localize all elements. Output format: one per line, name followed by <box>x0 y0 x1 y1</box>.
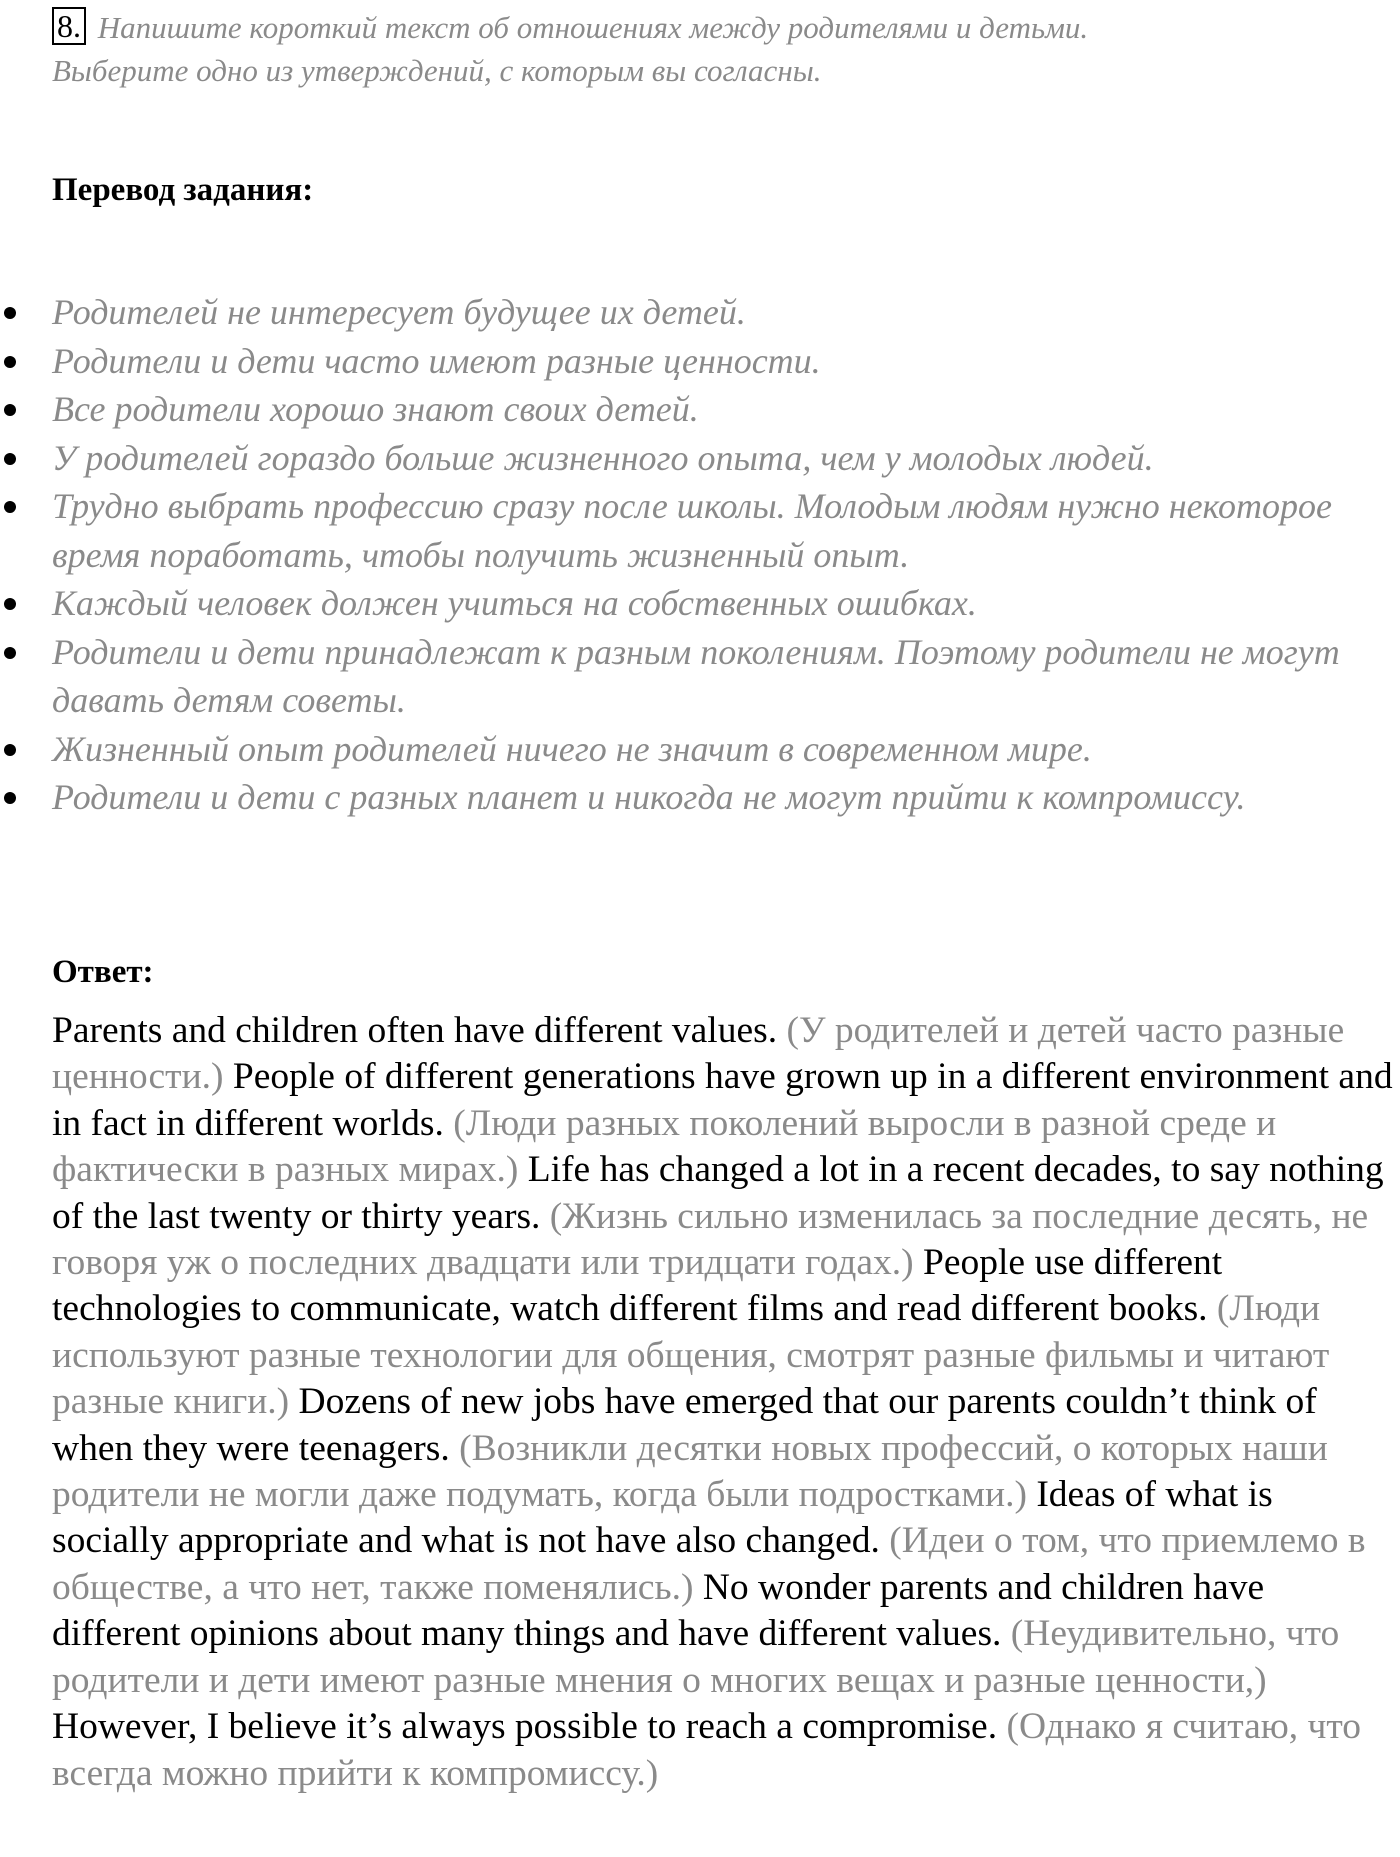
task-statement <box>52 6 1382 92</box>
bullet-icon <box>4 501 16 513</box>
answer-sentence-ru: (Возникли десятки новых профессий, о которых наши родители не могли даже подумать, когда были подростками.) <box>52 1427 1328 1516</box>
statement-text: Родители и дети принадлежат к разным поколениям. Поэтому родители не могут давать детям советы. <box>52 631 1340 720</box>
answer-sentence-en: However, I believe it’s always possible to reach a compromise. <box>52 1706 998 1748</box>
bullet-icon <box>4 598 16 610</box>
list-item <box>0 579 1400 628</box>
statement-text: Родители и дети часто имеют разные ценности. <box>52 340 821 381</box>
list-item <box>0 385 1400 434</box>
task-number: 8. <box>52 7 86 45</box>
answer-sentence-en: Life has changed a lot in a recent decades, to say nothing of the last twenty or thirty years. <box>52 1149 1384 1237</box>
translation-heading: Перевод задания: <box>52 172 314 208</box>
task-line-1: Напишите короткий текст об отношениях между родителями и детьми. <box>97 10 1089 45</box>
list-item <box>0 725 1400 774</box>
bullet-icon <box>4 453 16 465</box>
answer-sentence-ru: (Однако я считаю, что всегда можно прийти к компромиссу.) <box>52 1706 1361 1794</box>
statement-text: Родителей не интересует будущее их детей. <box>52 292 746 332</box>
statement-text: У родителей гораздо больше жизненного опыта, чем у молодых людей. <box>52 437 1154 478</box>
bullet-icon <box>4 356 16 368</box>
statement-text: Все родители хорошо знают своих детей. <box>52 389 699 429</box>
bullet-icon <box>4 792 16 804</box>
list-item <box>0 628 1400 725</box>
list-item <box>0 337 1400 386</box>
statement-text: Жизненный опыт родителей ничего не значит в современном мире. <box>52 728 1092 769</box>
task-line-2: Выберите одно из утверждений, с которым вы согласны. <box>52 53 822 88</box>
statement-text: Каждый человек должен учиться на собственных ошибках. <box>52 583 977 623</box>
statement-text: Родители и дети с разных планет и никогда не могут прийти к компромиссу. <box>52 777 1246 817</box>
answer-sentence-en: People of different generations have grown up in a different environment and in fact in different worlds. <box>52 1056 1393 1144</box>
answer-sentence-en: People use different technologies to communicate, watch different films and read different books. <box>52 1242 1223 1330</box>
bullet-icon <box>4 404 16 416</box>
bullet-icon <box>4 647 16 659</box>
answer-sentence-ru: (Люди используют разные технологии для общения, смотрят разные фильмы и читают разные книги.) <box>52 1288 1330 1423</box>
list-item <box>0 482 1400 579</box>
list-item <box>0 288 1400 337</box>
bullet-icon <box>4 307 16 319</box>
answer-heading: Ответ: <box>52 954 154 990</box>
list-item <box>0 773 1400 822</box>
bullet-icon <box>4 744 16 756</box>
statement-list <box>0 288 1400 822</box>
answer-sentence-ru: (Неудивительно, что родители и дети имеют разные мнения о многих вещах и разные ценности,) <box>52 1613 1340 1701</box>
answer-sentence-ru: (Люди разных поколений выросли в разной среде и фактически в разных мирах.) <box>52 1102 1277 1191</box>
answer-sentence-en: No wonder parents and children have different opinions about many things and have different values. <box>52 1566 1265 1655</box>
answer-sentence-en: Parents and children often have different values. <box>52 1010 778 1051</box>
answer-paragraph <box>52 1008 1397 1797</box>
answer-sentence-ru: (У родителей и детей часто разные ценности.) <box>52 1010 1345 1098</box>
answer-sentence-en: Dozens of new jobs have emerged that our parents couldn’t think of when they were teenagers. <box>52 1381 1317 1469</box>
list-item <box>0 434 1400 483</box>
answer-sentence-ru: (Жизнь сильно изменилась за последние десять, не говоря уж о последних двадцати или тридцати годах.) <box>52 1195 1369 1284</box>
answer-sentence-ru: (Идеи о том, что приемлемо в обществе, а что нет, также поменялись.) <box>52 1520 1366 1608</box>
answer-sentence-en: Ideas of what is socially appropriate and what is not have also changed. <box>52 1474 1273 1562</box>
statement-text: Трудно выбрать профессию сразу после школы. Молодым людям нужно некоторое время поработать, чтобы получить жизненный опыт. <box>52 486 1333 575</box>
